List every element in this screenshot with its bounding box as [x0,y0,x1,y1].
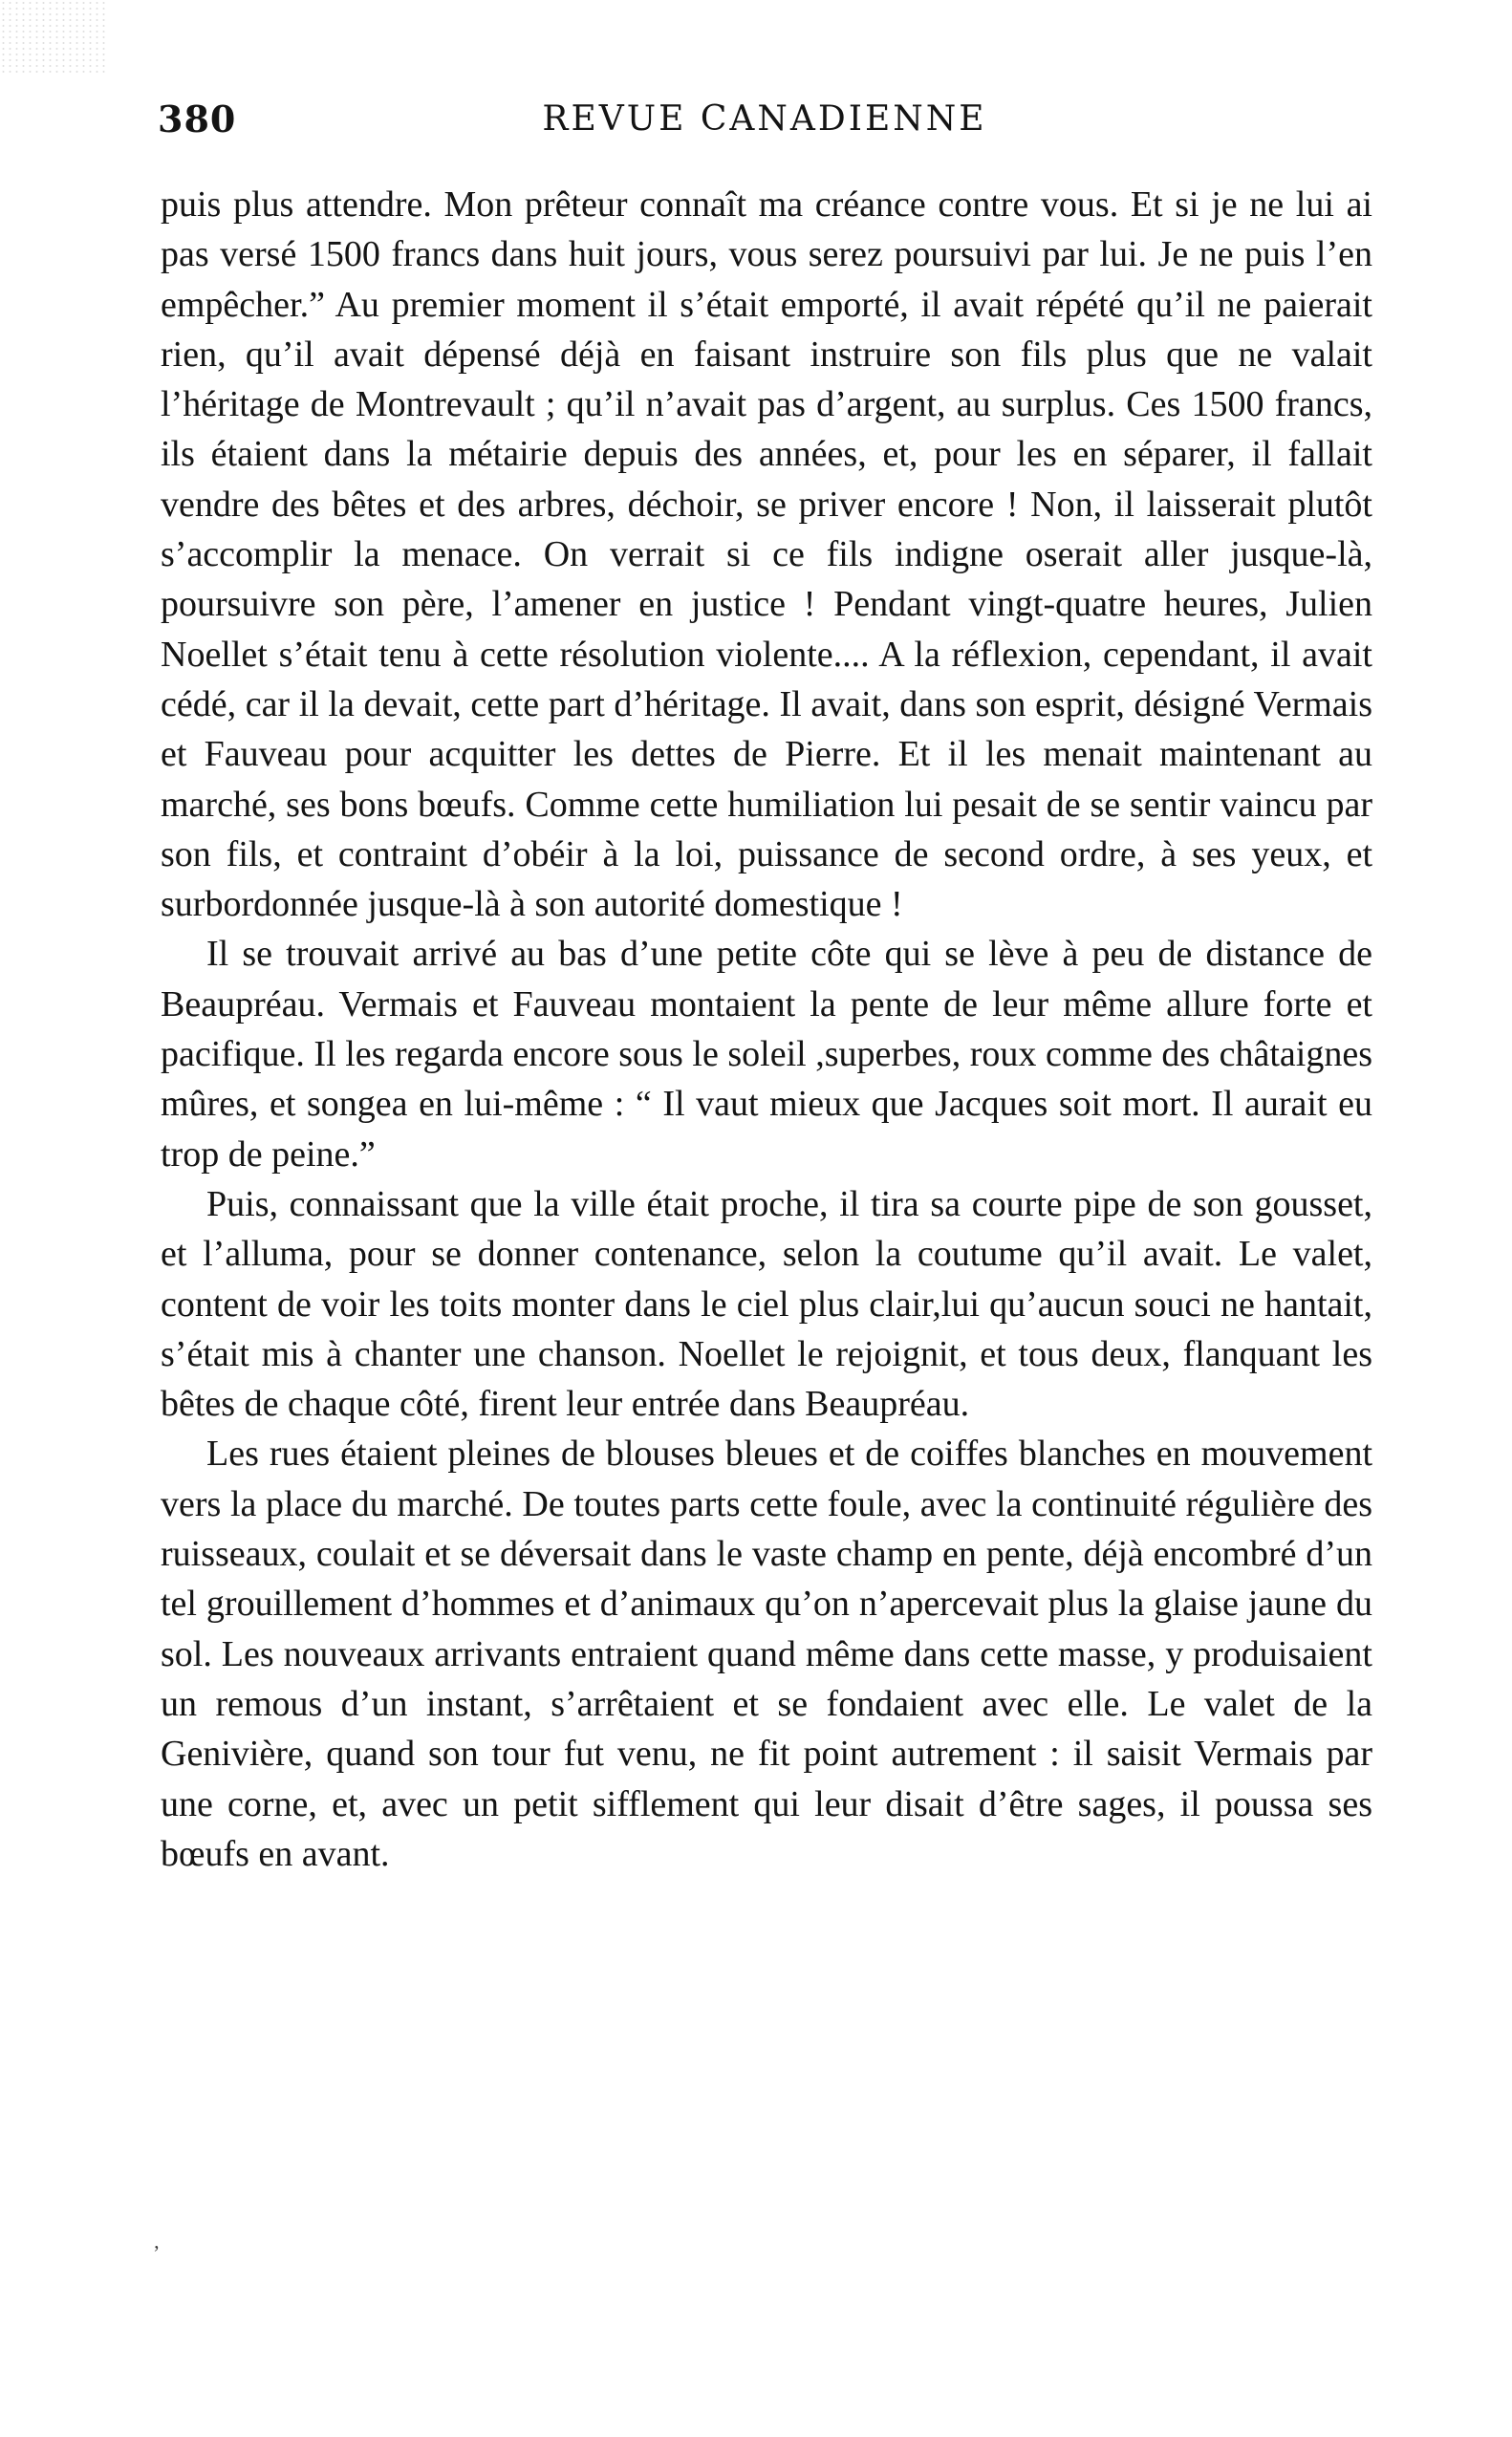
page-header [158,97,1372,155]
paragraph-2: Il se trouvait arrivé au bas d’une petite côte qui se lève à peu de distance de Beaupréau. Vermais et Fauveau montaient la pente de leur même allure forte et pacifique. Il les regarda encore sous le soleil ,superbes, roux comme des châtaignes mûres, et songea en lui-même : “ Il vaut mieux que Jacques soit mort. Il aurait eu trop de peine.” [161,934,1372,1175]
paragraph-3: Puis, connaissant que la ville était proche, il tira sa courte pipe de son gousset, et l’alluma, pour se donner contenance, selon la coutume qu’il avait. Le valet, content de voir les toits monter dans le ciel plus clair,lui qu’aucun souci ne hantait, s’était mis à chanter une chanson. Noellet le rejoignit, et tous deux, flanquant les bêtes de chaque côté, firent leur entrée dans Beaupréau. [161,1183,1372,1425]
page-number: 380 [158,97,237,140]
scan-mark: ʼ [153,2241,161,2265]
running-head: REVUE CANADIENNE [542,99,987,139]
scan-speckle [0,0,105,76]
paragraph-4: Les rues étaient pleines de blouses bleues et de coiffes blanches en mouvement vers la place du marché. De toutes parts cette foule, avec la continuité régulière des ruisseaux, coulait et se déversait dans le vaste champ en pente, déjà encombré d’un tel grouillement d’hommes et d’animaux qu’on n’apercevait plus la glaise jaune du sol. Les nouveaux arrivants entraient quand même dans cette masse, y produisaient un remous d’un instant, s’arrêtaient et se fondaient avec elle. Le valet de la Genivière, quand son tour fut venu, ne fit point autrement : il saisit Vermais par une corne, et, avec un petit sifflement qui leur disait d’être sages, il poussa ses bœufs en avant. [161,1434,1372,1874]
body-text [161,180,1372,1879]
paragraph-1: puis plus attendre. Mon prêteur connaît ma créance contre vous. Et si je ne lui ai pas versé 1500 francs dans huit jours, vous serez poursuivi par lui. Je ne puis l’en empêcher.” Au premier moment il s’était emporté, il avait répété qu’il ne paierait rien, qu’il avait dépensé déjà en faisant instruire son fils plus que ne valait l’héritage de Montrevault ; qu’il n’avait pas d’argent, au surplus. Ces 1500 francs, ils étaient dans la métairie depuis des années, et, pour les en séparer, il fallait vendre des bêtes et des arbres, déchoir, se priver encore ! Non, il laisserait plutôt s’accomplir la menace. On verrait si ce fils indigne oserait aller jusque-là, poursuivre son père, l’amener en justice ! Pendant vingt-quatre heures, Julien Noellet s’était tenu à cette résolution violente.... A la réflexion, cependant, il avait cédé, car il la devait, cette part d’héritage. Il avait, dans son esprit, désigné Vermais et Fauveau pour acquitter les dettes de Pierre. Et il les menait maintenant au marché, ses bons bœufs. Comme cette humiliation lui pesait de se sentir vaincu par son fils, et contraint d’obéir à la loi, puissance de second ordre, à ses yeux, et surbordonnée jusque-là à son autorité domestique ! [161,184,1372,925]
